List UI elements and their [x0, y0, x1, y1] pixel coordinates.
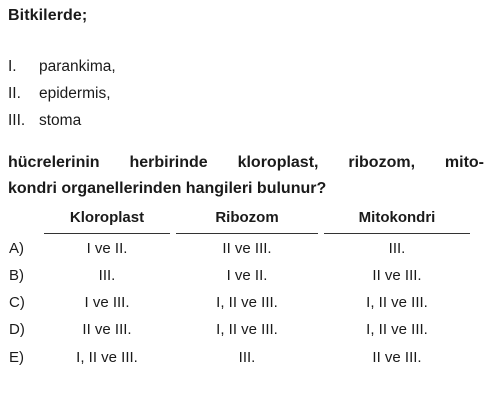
- column-header-kloroplast: Kloroplast: [69, 209, 145, 226]
- option-letter: D): [9, 321, 25, 338]
- question-text: [8, 150, 484, 202]
- question-line-2: kondri organellerinden hangileri bulunur?: [8, 180, 327, 197]
- column-header-ribozom: Ribozom: [215, 209, 279, 226]
- option-letter: B): [9, 267, 24, 284]
- question-line-1: hücrelerinin herbirinde kloroplast, ribozom, mito-: [8, 154, 484, 171]
- option-letter: A): [9, 240, 24, 257]
- cell-mitokondri: III.: [388, 240, 406, 257]
- header-underline: [324, 233, 470, 234]
- cell-ribozom: III.: [238, 349, 256, 366]
- item-text: epidermis,: [39, 85, 111, 102]
- item-number: II.: [8, 85, 21, 102]
- cell-mitokondri: I, II ve III.: [366, 294, 428, 311]
- cell-kloroplast: III.: [98, 267, 116, 284]
- option-letter: C): [9, 294, 25, 311]
- cell-kloroplast: I ve III.: [84, 294, 130, 311]
- cell-kloroplast: I ve II.: [86, 240, 128, 257]
- option-letter: E): [9, 349, 24, 366]
- column-header-mitokondri: Mitokondri: [358, 209, 436, 226]
- question-stem-title: Bitkilerde;: [8, 7, 88, 24]
- option-row-c[interactable]: [0, 290, 490, 316]
- item-text: parankima,: [39, 58, 116, 75]
- cell-kloroplast: I, II ve III.: [76, 349, 138, 366]
- cell-mitokondri: I, II ve III.: [366, 321, 428, 338]
- item-number: I.: [8, 58, 17, 75]
- cell-ribozom: I ve II.: [226, 267, 268, 284]
- cell-mitokondri: II ve III.: [372, 349, 422, 366]
- list-item: [8, 107, 116, 134]
- cell-ribozom: I, II ve III.: [216, 294, 278, 311]
- option-row-a[interactable]: [0, 236, 490, 262]
- list-item: [8, 53, 116, 80]
- header-underline: [176, 233, 318, 234]
- cell-kloroplast: II ve III.: [82, 321, 132, 338]
- option-row-e[interactable]: [0, 345, 490, 371]
- cell-ribozom: II ve III.: [222, 240, 272, 257]
- item-number: III.: [8, 112, 26, 129]
- item-text: stoma: [39, 112, 82, 129]
- cell-ribozom: I, II ve III.: [216, 321, 278, 338]
- list-item: [8, 80, 116, 107]
- header-underline: [44, 233, 170, 234]
- cell-mitokondri: II ve III.: [372, 267, 422, 284]
- roman-numeral-list: [8, 53, 116, 134]
- option-row-b[interactable]: [0, 263, 490, 289]
- option-row-d[interactable]: [0, 317, 490, 343]
